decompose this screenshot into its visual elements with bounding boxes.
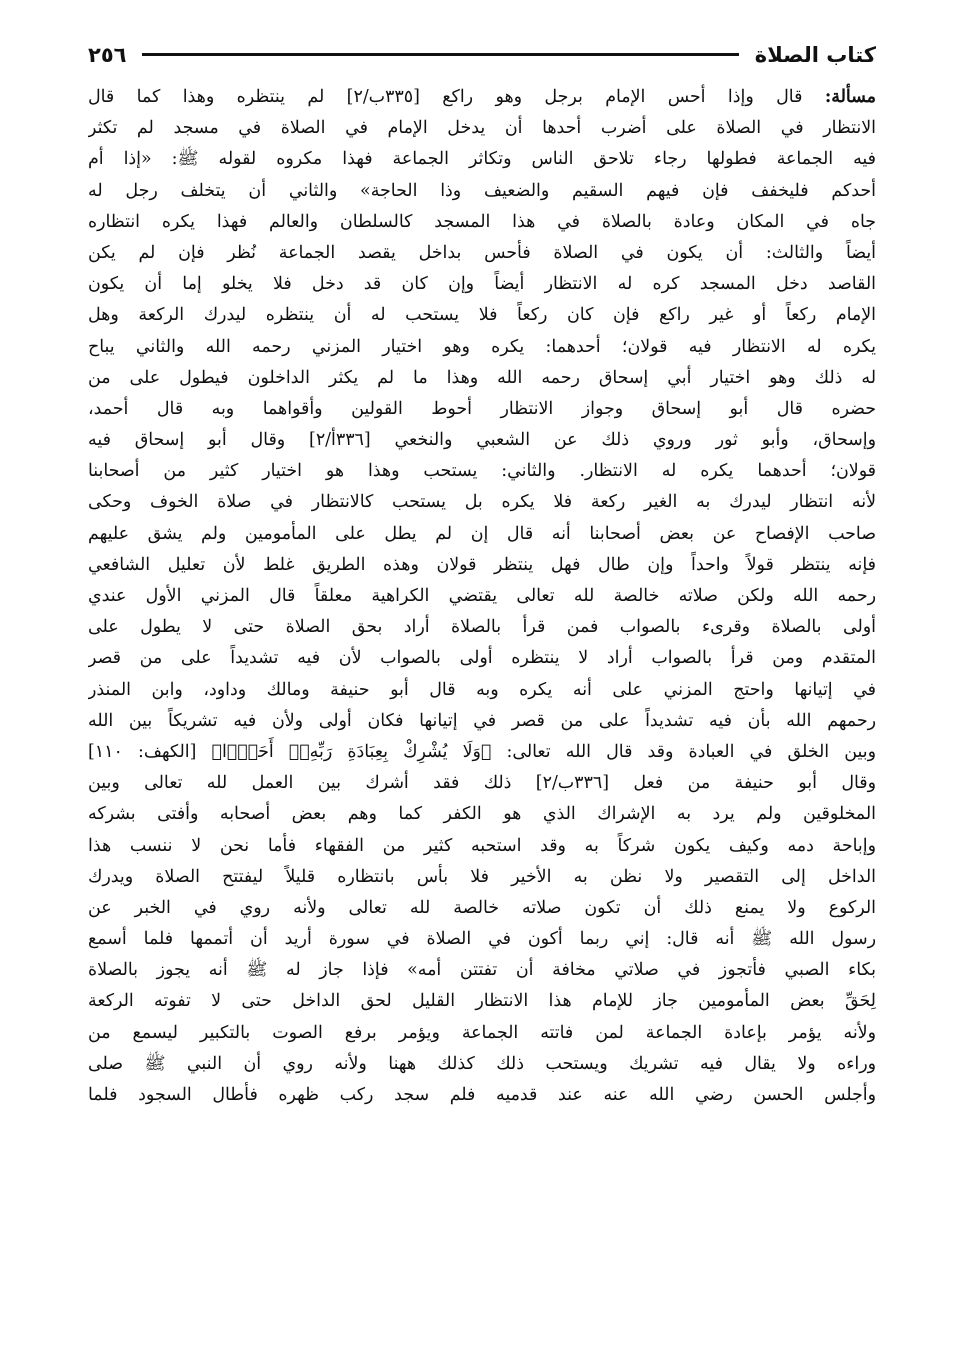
- text-line: رحمهم الله بأن فيه تشديداً على من قصر في إتيانها فكان أولى ولأن فيه تشريكاً بين الله: [88, 710, 876, 731]
- text-line: صاحب الإفصاح عن بعض أصحابنا أنه قال إن لم يطل على المأمومين ولم يشق عليهم: [88, 523, 876, 544]
- text-line: الانتظار في الصلاة على أضرب أحدها أن يدخل الإمام في الصلاة في مسجد لم تكثر: [88, 118, 876, 139]
- issue-heading: مسألة:: [824, 87, 876, 107]
- book-page: [88, 34, 876, 1344]
- text-line: في إتيانها واحتج المزني على أنه يكره وبه قال أبو حنيفة ومالك وداود، وابن المنذر: [88, 679, 876, 700]
- quran-citation-line: وبين الخلق في العبادة وقد قال الله تعالى: ﴿وَلَا يُشْرِكْ بِعِبَادَةِ رَبِّهِۦٓ أَحَدًۢا﴾ [الكهف: ١١٠]: [88, 741, 876, 762]
- text-line: لِحَقِّ بعض المأمومين جاز للإمام هذا الانتظار القليل لحق الداخل حتى لا تفوته الركعة: [88, 991, 876, 1012]
- text-line: رسول الله ﷺ أنه قال: إني ربما أكون في الصلاة في سورة أريد أن أتممها فلما أسمع: [88, 929, 876, 950]
- text-line: وراءه ولا يقال فيه تشريك ويستحب ذلك كذلك ههنا ولأنه روي أن النبي ﷺ صلى: [88, 1053, 876, 1074]
- text-line: فإنه ينتظر قولاً واحداً وإن طال فهل ينتظر قولان وهذه الطريق غلط لأن تعليل الشافعي: [88, 554, 876, 575]
- text-line: المتقدم ومن قرأ بالصواب أراد لا ينتظره أولى بالصواب لأن فيه تشديداً على من قصر: [88, 648, 876, 669]
- text-line: لأنه انتظار ليدرك به الغير ركعة فلا يكره بل يستحب كالانتظار في صلاة الخوف وحكى: [88, 492, 876, 513]
- text-line: ولأنه يؤمر بإعادة الجماعة لمن فاتته الجماعة ويؤمر برفع الصوت بالتكبير ليسمع من: [88, 1022, 876, 1043]
- text-line: فيه الجماعة فطولها رجاء تلاحق الناس وتكاثر الجماعة فهذا مكروه لقوله ﷺ: «إذا أم: [88, 149, 876, 170]
- body-text: [88, 82, 876, 1111]
- text-line: رحمه الله ولكن صلاته خالصة لله تعالى يقتضي الكراهية معلقاً قال المزني الأول عندي: [88, 586, 876, 606]
- text-line: وأجلس الحسن رضي الله عنه عند قدميه فلم سجد ركب ظهره فأطال السجود فلما: [88, 1085, 876, 1105]
- text-line: حضره قال أبو إسحاق وجواز الانتظار أحوط القولين وأقواهما وبه قال أحمد،: [88, 398, 876, 419]
- text-line: قولان؛ أحدهما يكره له الانتظار. والثاني: يستحب وهذا هو اختيار كثير من أصحابنا: [88, 461, 876, 482]
- chapter-title: كتاب الصلاة: [754, 43, 876, 67]
- text-line: أيضاً والثالث: أن يكون في الصلاة فأحس بداخل يقصد الجماعة نُظر فإن لم يكن: [88, 242, 876, 263]
- text-line: الإمام ركعاً أو غير راكع فإن كان ركعاً فلا يستحب له أن ينتظره ليدرك الركعة وهل: [88, 305, 876, 326]
- text-line: المخلوقين ولم يرد به الإشراك الذي هو الكفر كما وهم بعض أصحابه وأفتى بشركه: [88, 804, 876, 825]
- text-line: بكاء الصبي فأتجوز في صلاتي مخافة أن تفتتن أمه» فإذا جاز له ﷺ أنه يجوز بالصلاة: [88, 960, 876, 981]
- text-line: وإباحة دمه وكيف يكون شركاً به وقد استحبه كثير من الفقهاء فأما نحن لا ننسب هذا: [88, 835, 876, 856]
- header-rule: [142, 53, 738, 56]
- text-line: أولى بالصلاة وقرىء بالصواب فمن قرأ بالصلاة أراد بحق الصلاة حتى لا يطول على: [88, 617, 876, 638]
- page-number: ٢٥٦: [88, 43, 127, 67]
- text-line: القاصد دخل المسجد كره له الانتظار أيضاً وإن كان قد دخل فلا يخلو إما أن يكون: [88, 274, 876, 295]
- text-line: جاه في المكان وعادة بالصلاة في هذا المسجد كالسلطان والعالم فهذا يكره انتظاره: [88, 211, 876, 232]
- page-header: [88, 34, 876, 68]
- text-line: [88, 82, 876, 113]
- text-line: وإسحاق، وأبو ثور وروي ذلك عن الشعبي والنخعي [٣٣٦أ/٢] وقال أبو إسحاق فيه: [88, 430, 876, 451]
- text-line: أحدكم فليخفف فإن فيهم السقيم والضعيف وذا الحاجة» والثاني أن يتخلف رجل له: [88, 180, 876, 201]
- text-line: يكره له الانتظار فيه قولان؛ أحدهما: يكره وهو اختيار المزني رحمه الله والثاني يباح: [88, 336, 876, 357]
- text-line: وقال أبو حنيفة من فعل [٣٣٦ب/٢] ذلك فقد أشرك بين العمل لله تعالى وبين: [88, 773, 876, 794]
- text-line: الركوع ولا يمنع ذلك أن تكون صلاته خالصة لله تعالى ولأنه روي في الخبر عن: [88, 897, 876, 918]
- text-line: له ذلك وهو اختيار أبي إسحاق رحمه الله وهذا ما لم يكثر الداخلون فيطول على من: [88, 367, 876, 388]
- text-line: الداخل إلى التقصير ولا نظن به الأخير فلا بأس بانتظاره قليلاً ليفتتح الصلاة ويدرك: [88, 866, 876, 887]
- text-line-content: قال وإذا أحس الإمام برجل وهو راكع [٣٣٥ب/٢] لم ينتظره وهذا كما قال: [88, 87, 825, 107]
